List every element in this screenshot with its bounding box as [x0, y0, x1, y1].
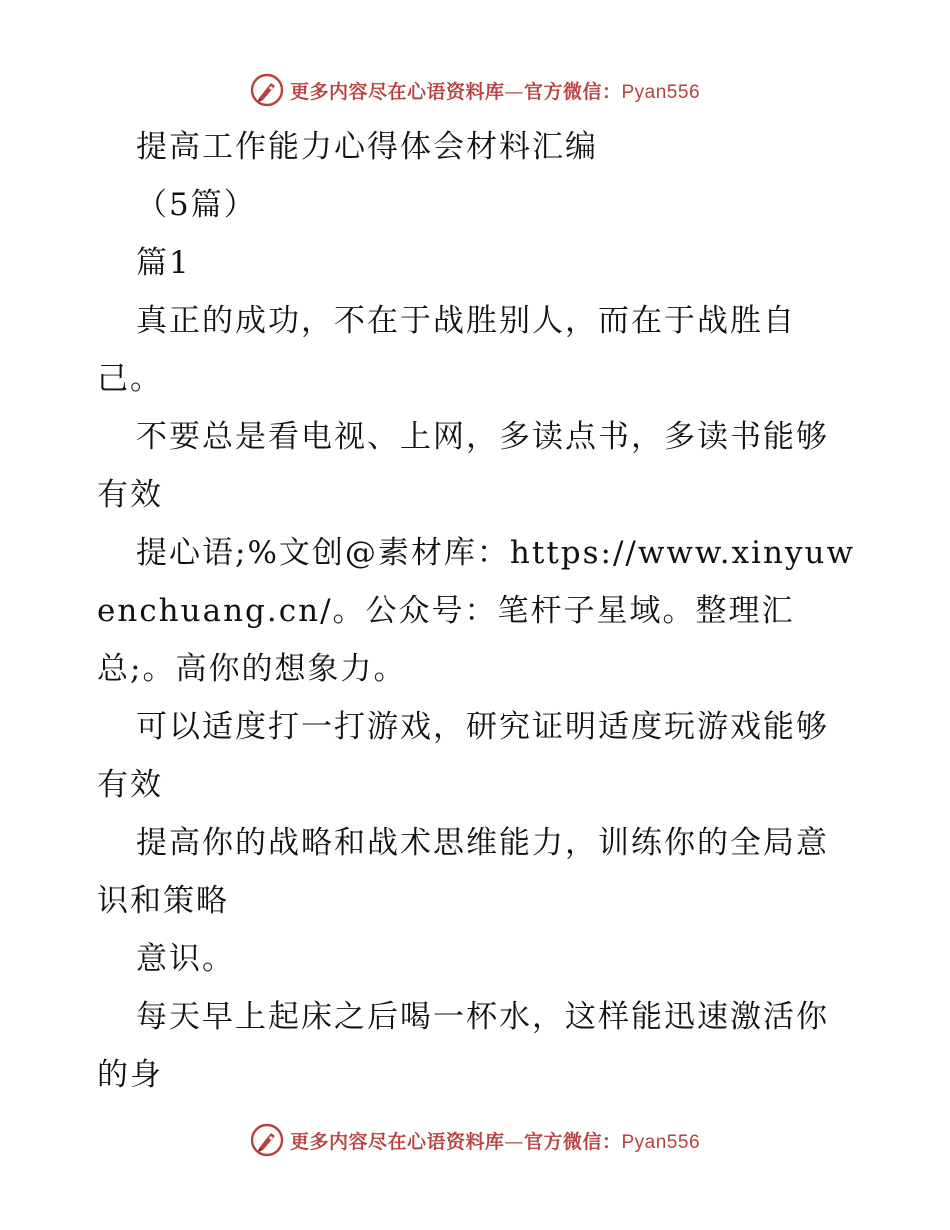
footer-banner: [0, 1120, 950, 1160]
banner-wechat-label: 官方微信：: [523, 80, 622, 103]
paragraph: 每天早上起床之后喝一杯水，这样能迅速激活你的身: [97, 999, 829, 1093]
pen-nib-logo-icon: [250, 1123, 284, 1157]
section-heading: 篇1: [136, 245, 191, 281]
banner-inner: [250, 1123, 700, 1157]
paragraph-with-link: 提心语;%文创@素材库：https://www.xinyuwenchuang.cn/。公众号：笔杆子星域。整理汇总;。高你的想象力。: [97, 535, 856, 687]
paragraph: 真正的成功，不在于战胜别人，而在于战胜自己。: [97, 303, 796, 397]
banner-separator: —: [504, 80, 524, 103]
paragraph: 提高你的战略和战术思维能力，训练你的全局意识和策略: [97, 825, 829, 919]
banner-text: [290, 1127, 700, 1154]
paragraph: 意识。: [136, 941, 235, 977]
document-body: [97, 118, 857, 1104]
banner-wechat-id: Pyan556: [621, 1131, 701, 1153]
banner-inner: [250, 73, 700, 107]
banner-main-text: 更多内容尽在心语资料库: [289, 1130, 505, 1153]
banner-main-text: 更多内容尽在心语资料库: [289, 80, 505, 103]
pen-nib-logo-icon: [250, 73, 284, 107]
paragraph: 可以适度打一打游戏，研究证明适度玩游戏能够有效: [97, 709, 829, 803]
banner-wechat-label: 官方微信：: [523, 1130, 622, 1153]
paragraph: 不要总是看电视、上网，多读点书，多读书能够有效: [97, 419, 829, 513]
document-count: （5篇）: [136, 187, 257, 223]
banner-text: [290, 77, 700, 104]
banner-separator: —: [504, 1130, 524, 1153]
banner-wechat-id: Pyan556: [621, 81, 701, 103]
document-title: 提高工作能力心得体会材料汇编: [136, 129, 598, 165]
header-banner: [0, 70, 950, 110]
